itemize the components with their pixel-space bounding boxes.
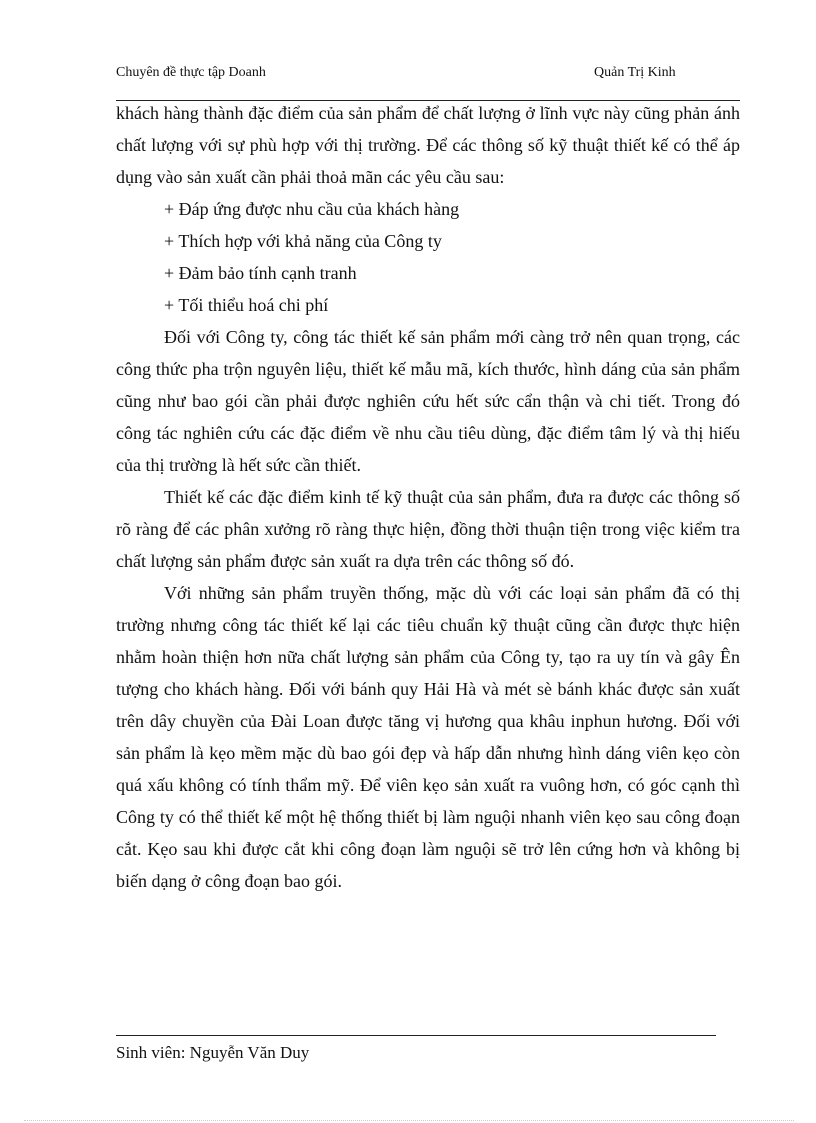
document-body [116, 97, 740, 897]
footer-student-name: Sinh viên: Nguyễn Văn Duy [116, 1043, 310, 1062]
paragraph: Thiết kế các đặc điểm kinh tế kỹ thuật của sản phẩm, đưa ra được các thông số rõ ràng để các phân xưởng rõ ràng thực hiện, đồng thời thuận tiện trong việc kiểm tra chất lượng sản phẩm được sản xuất ra dựa trên các thông số đó. [116, 487, 740, 571]
requirement-item: + Thích hợp với khả năng của Công ty [164, 231, 442, 251]
header-course-title: Chuyên đề thực tập Doanh [116, 65, 266, 80]
header-department: Quản Trị Kinh [594, 65, 676, 80]
page-bottom-edge [24, 1120, 794, 1121]
requirement-item: + Đáp ứng được nhu cầu của khách hàng [164, 199, 460, 219]
paragraph: Đối với Công ty, công tác thiết kế sản phẩm mới càng trở nên quan trọng, các công thức pha trộn nguyên liệu, thiết kế mẫu mã, kích thước, hình dáng của sản phẩm cũng như bao gói cần phải được nghiên cứu hết sức cẩn thận và chi tiết. Trong đó công tác nghiên cứu các đặc điểm về nhu cầu tiêu dùng, đặc điểm tâm lý và thị hiếu của thị trường là hết sức cần thiết. [116, 327, 740, 475]
paragraph: Với những sản phẩm truyền thống, mặc dù với các loại sản phẩm đã có thị trường nhưng công tác thiết kế lại các tiêu chuẩn kỹ thuật cũng cần được thực hiện nhằm hoàn thiện hơn nữa chất lượng sản phẩm của Công ty, tạo ra uy tín và gây Ên tượng cho khách hàng. Đối với bánh quy Hải Hà và mét sè bánh khác được sản xuất trên dây chuyền của Đài Loan được tăng vị hương qua khâu inphun hương. Đối với sản phẩm là kẹo mềm mặc dù bao gói đẹp và hấp dẫn nhưng hình dáng viên kẹo còn quá xấu không có tính thẩm mỹ. Để viên kẹo sản xuất ra vuông hơn, có góc cạnh thì Công ty có thể thiết kế một hệ thống thiết bị làm nguội nhanh viên kẹo sau công đoạn cắt. Kẹo sau khi được cắt khi công đoạn làm nguội sẽ trở lên cứng hơn và không bị biến dạng ở công đoạn bao gói. [116, 583, 740, 891]
requirement-item: + Đảm bảo tính cạnh tranh [164, 263, 357, 283]
requirement-item: + Tối thiểu hoá chi phí [164, 295, 329, 315]
footer-divider [116, 1035, 716, 1036]
paragraph-continuation: khách hàng thành đặc điểm của sản phẩm để chất lượng ở lĩnh vực này cũng phản ánh chất lượng với sự phù hợp với thị trường. Để các thông số kỹ thuật thiết kế có thể áp dụng vào sản xuất cần phải thoả mãn các yêu cầu sau: [116, 103, 740, 187]
page-header [116, 64, 740, 100]
